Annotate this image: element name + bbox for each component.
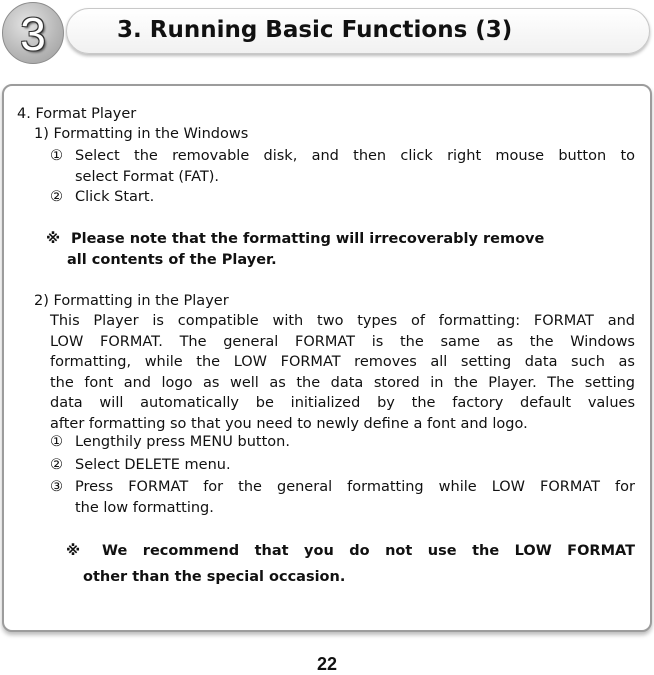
step-text-line: Select the removable disk, and then click right mouse button to bbox=[75, 148, 635, 164]
step-marker: ② bbox=[50, 189, 63, 205]
subsection-2-heading: 2) Formatting in the Player bbox=[34, 293, 229, 309]
step-text bbox=[75, 477, 635, 518]
chapter-badge bbox=[2, 2, 64, 64]
section-title: 4. Format Player bbox=[17, 106, 137, 122]
step-marker: ② bbox=[50, 457, 63, 473]
subsection-1-heading: 1) Formatting in the Windows bbox=[34, 126, 249, 142]
paragraph-line: after formatting so that you need to newly define a font and logo. bbox=[50, 415, 528, 432]
note-text bbox=[102, 541, 635, 562]
step-text: Click Start. bbox=[75, 189, 155, 205]
note-text: Please note that the formatting will irrecoverably remove bbox=[71, 231, 545, 247]
note-text: other than the special occasion. bbox=[83, 569, 346, 585]
step-text-line: the low formatting. bbox=[75, 499, 214, 516]
paragraph-line: This Player is compatible with two types of formatting: FORMAT and bbox=[50, 313, 635, 329]
paragraph-line: data will automatically be initialized by the factory default values bbox=[50, 395, 635, 411]
step-marker: ① bbox=[50, 148, 63, 164]
paragraph-line: LOW FORMAT. The general FORMAT is the same as the Windows bbox=[50, 333, 635, 350]
note-text: all contents of the Player. bbox=[67, 252, 277, 268]
step-marker: ① bbox=[50, 434, 63, 450]
paragraph-line: the font and logo as well as the data stored in the Player. The setting bbox=[50, 374, 635, 391]
title-bar bbox=[66, 8, 650, 54]
step-text: Select DELETE menu. bbox=[75, 457, 231, 473]
note-marker: ※ bbox=[66, 543, 81, 559]
note-text-line: We recommend that you do not use the LOW FORMAT bbox=[102, 543, 635, 559]
note-marker: ※ bbox=[46, 231, 61, 247]
page-number: 22 bbox=[316, 654, 338, 674]
page-title: 3. Running Basic Functions (3) bbox=[117, 17, 513, 43]
paragraph-line: formatting, while the LOW FORMAT removes all setting data such as bbox=[50, 354, 635, 370]
step-text bbox=[75, 146, 635, 187]
step-text: Lengthily press MENU button. bbox=[75, 434, 290, 450]
content-box bbox=[2, 84, 652, 632]
step-text-line: select Format (FAT). bbox=[75, 168, 219, 185]
step-marker: ③ bbox=[50, 479, 63, 495]
description-paragraph bbox=[50, 311, 635, 434]
chapter-number: 3 bbox=[20, 8, 46, 60]
step-text-line: Press FORMAT for the general formatting while LOW FORMAT for bbox=[75, 479, 635, 495]
